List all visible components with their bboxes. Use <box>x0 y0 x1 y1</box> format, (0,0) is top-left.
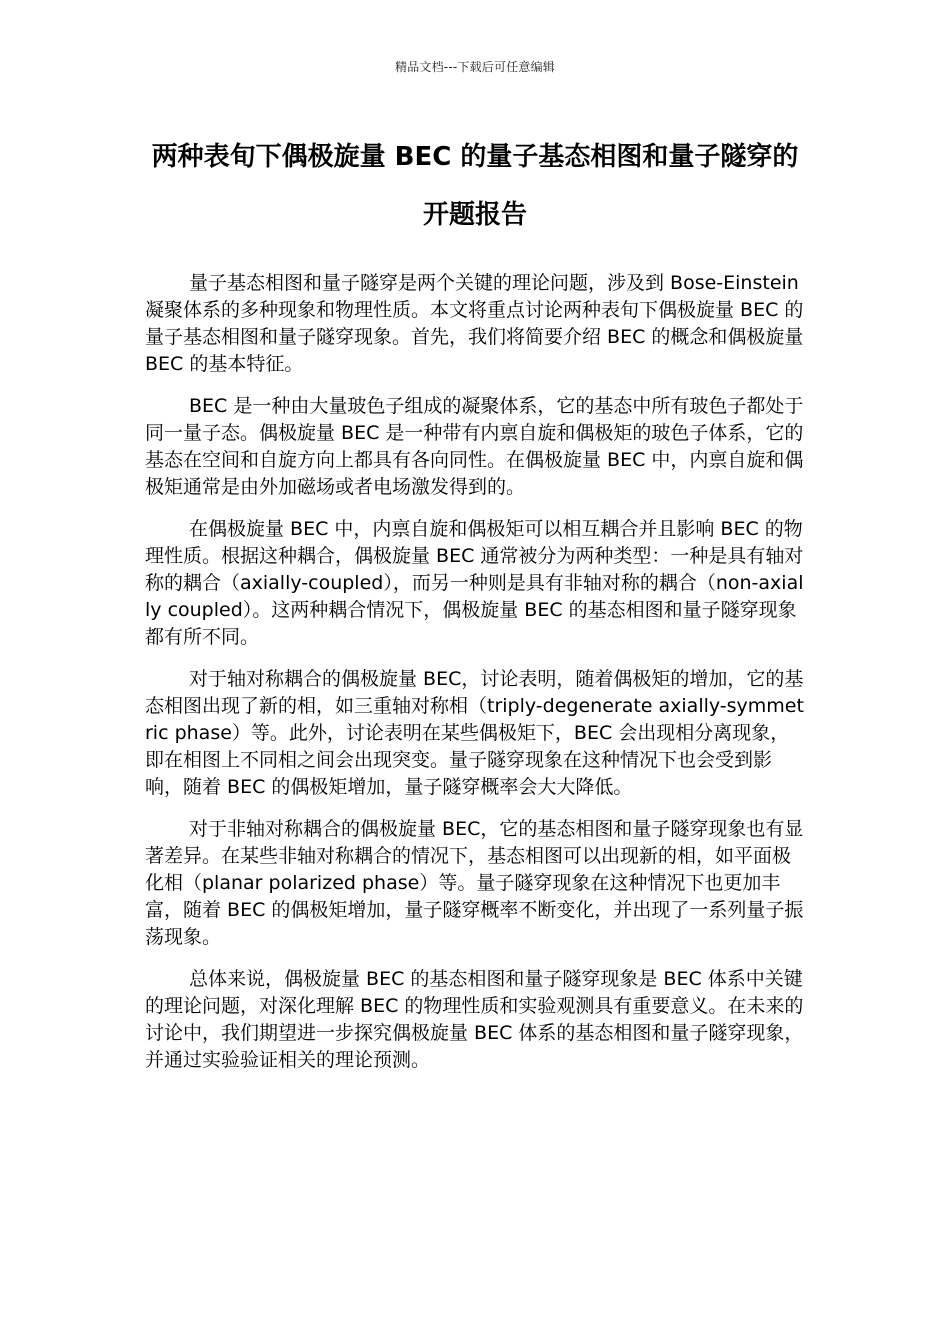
paragraph-4: 对于轴对称耦合的偶极旋量 BEC，讨论表明，随着偶极矩的增加，它的基态相图出现了新的相，如三重轴对称相（triply-degenerate axially-symmetric phase）等。此外，讨论表明在某些偶极矩下，BEC 会出现相分离现象，即在相图上不同相之间会出现突变。量子隧穿现象在这种情况下也会受到影响，随着 BEC 的偶极矩增加，量子隧穿概率会大大降低。 <box>145 668 804 798</box>
document-title: 两种表旬下偶极旋量 BEC 的量子基态相图和量子隧穿的开题报告 <box>151 142 799 230</box>
paragraph-3: 在偶极旋量 BEC 中，内禀自旋和偶极矩可以相互耦合并且影响 BEC 的物理性质。根据这种耦合，偶极旋量 BEC 通常被分为两种类型：一种是具有轴对称的耦合（axially-coupled），而另一种则是具有非轴对称的耦合（non-axially coupled）。这两种耦合情况下，偶极旋量 BEC 的基态相图和量子隧穿现象都有所不同。 <box>145 518 804 648</box>
paragraph-2: BEC 是一种由大量玻色子组成的凝聚体系，它的基态中所有玻色子都处于同一量子态。偶极旋量 BEC 是一种带有内禀自旋和偶极矩的玻色子体系，它的基态在空间和自旋方向上都具有各向同性。在偶极旋量 BEC 中，内禀自旋和偶极矩通常是由外加磁场或者电场激发得到的。 <box>145 395 804 498</box>
paragraph-5: 对于非轴对称耦合的偶极旋量 BEC，它的基态相图和量子隧穿现象也有显著差异。在某些非轴对称耦合的情况下，基态相图可以出现新的相，如平面极化相（planar polarized phase）等。量子隧穿现象在这种情况下也更加丰富，随着 BEC 的偶极矩增加，量子隧穿概率不断变化，并出现了一系列量子振荡现象。 <box>145 818 804 948</box>
header-note: 精品文档---下载后可任意编辑 <box>395 60 555 74</box>
document-body <box>145 270 807 1089</box>
paragraph-1: 量子基态相图和量子隧穿是两个关键的理论问题，涉及到 Bose-Einstein 凝聚体系的多种现象和物理性质。本文将重点讨论两种表旬下偶极旋量 BEC 的量子基态相图和量子隧穿现象。首先，我们将简要介绍 BEC 的概念和偶极旋量 BEC 的基本特征。 <box>145 272 804 375</box>
paragraph-6: 总体来说，偶极旋量 BEC 的基态相图和量子隧穿现象是 BEC 体系中关键的理论问题，对深化理解 BEC 的物理性质和实验观测具有重要意义。在未来的讨论中，我们期望进一步探究偶极旋量 BEC 体系的基态相图和量子隧穿现象，并通过实验验证相关的理论预测。 <box>145 968 804 1071</box>
